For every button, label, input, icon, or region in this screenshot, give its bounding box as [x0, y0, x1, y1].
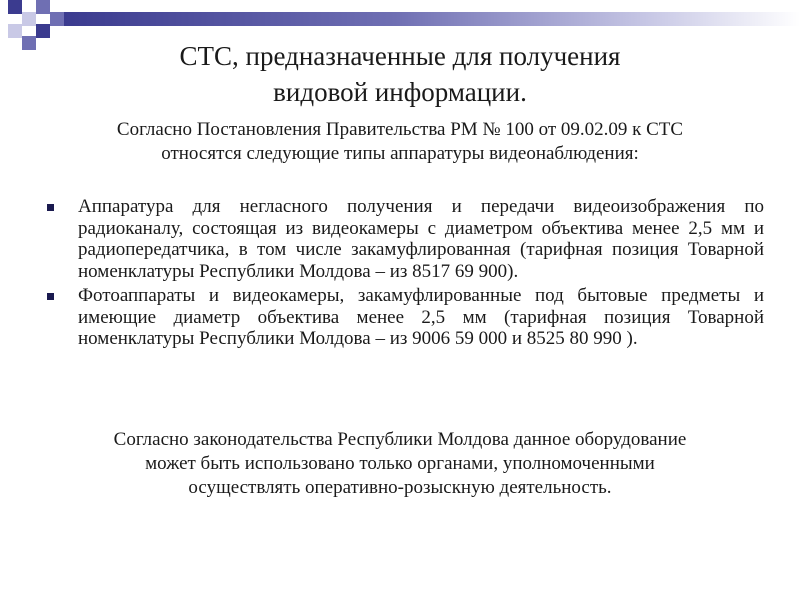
decor-square — [8, 0, 22, 14]
intro-paragraph — [60, 118, 740, 166]
decor-square — [50, 12, 64, 26]
slide-title-line-1: СТС, предназначенные для получения — [179, 41, 621, 71]
decor-square — [22, 36, 36, 50]
closing-line-1: Согласно законодательства Республики Молдова данное оборудование — [113, 429, 687, 450]
bullet-item — [42, 196, 764, 282]
square-bullet-icon — [47, 293, 54, 300]
slide-title — [60, 38, 740, 110]
closing-paragraph — [40, 428, 760, 500]
closing-line-3: осуществлять оперативно-розыскную деятельность. — [188, 477, 612, 498]
slide-title-line-2: видовой информации. — [273, 77, 527, 107]
decor-square — [36, 0, 50, 14]
bullet-list — [42, 196, 764, 353]
decor-square — [22, 12, 36, 26]
bullet-text: Фотоаппараты и видеокамеры, закамуфлированные под бытовые предметы и имеющие диаметр объектива менее 2,5 мм (тарифная позиция Товарной номенклатуры Республики Молдова – из 9006 59 000 и 8525 80 990 ). — [78, 285, 764, 349]
decorative-gradient-bar — [64, 12, 800, 26]
decor-square — [36, 24, 50, 38]
square-bullet-icon — [47, 204, 54, 211]
intro-line-1: Согласно Постановления Правительства РМ № 100 от 09.02.09 к СТС — [116, 119, 684, 140]
closing-line-2: может быть использовано только органами, уполномоченными — [145, 453, 655, 474]
bullet-text: Аппаратура для негласного получения и передачи видеоизображения по радиоканалу, состоящая из видеокамеры с диаметром объектива менее 2,5 мм и радиопередатчика, в том числе закамуфлированная (тарифная позиция Товарной номенклатуры Республики Молдова – из 8517 69 900). — [78, 196, 764, 282]
decor-square — [8, 24, 22, 38]
bullet-item — [42, 285, 764, 350]
intro-line-2: относятся следующие типы аппаратуры видеонаблюдения: — [161, 143, 639, 164]
